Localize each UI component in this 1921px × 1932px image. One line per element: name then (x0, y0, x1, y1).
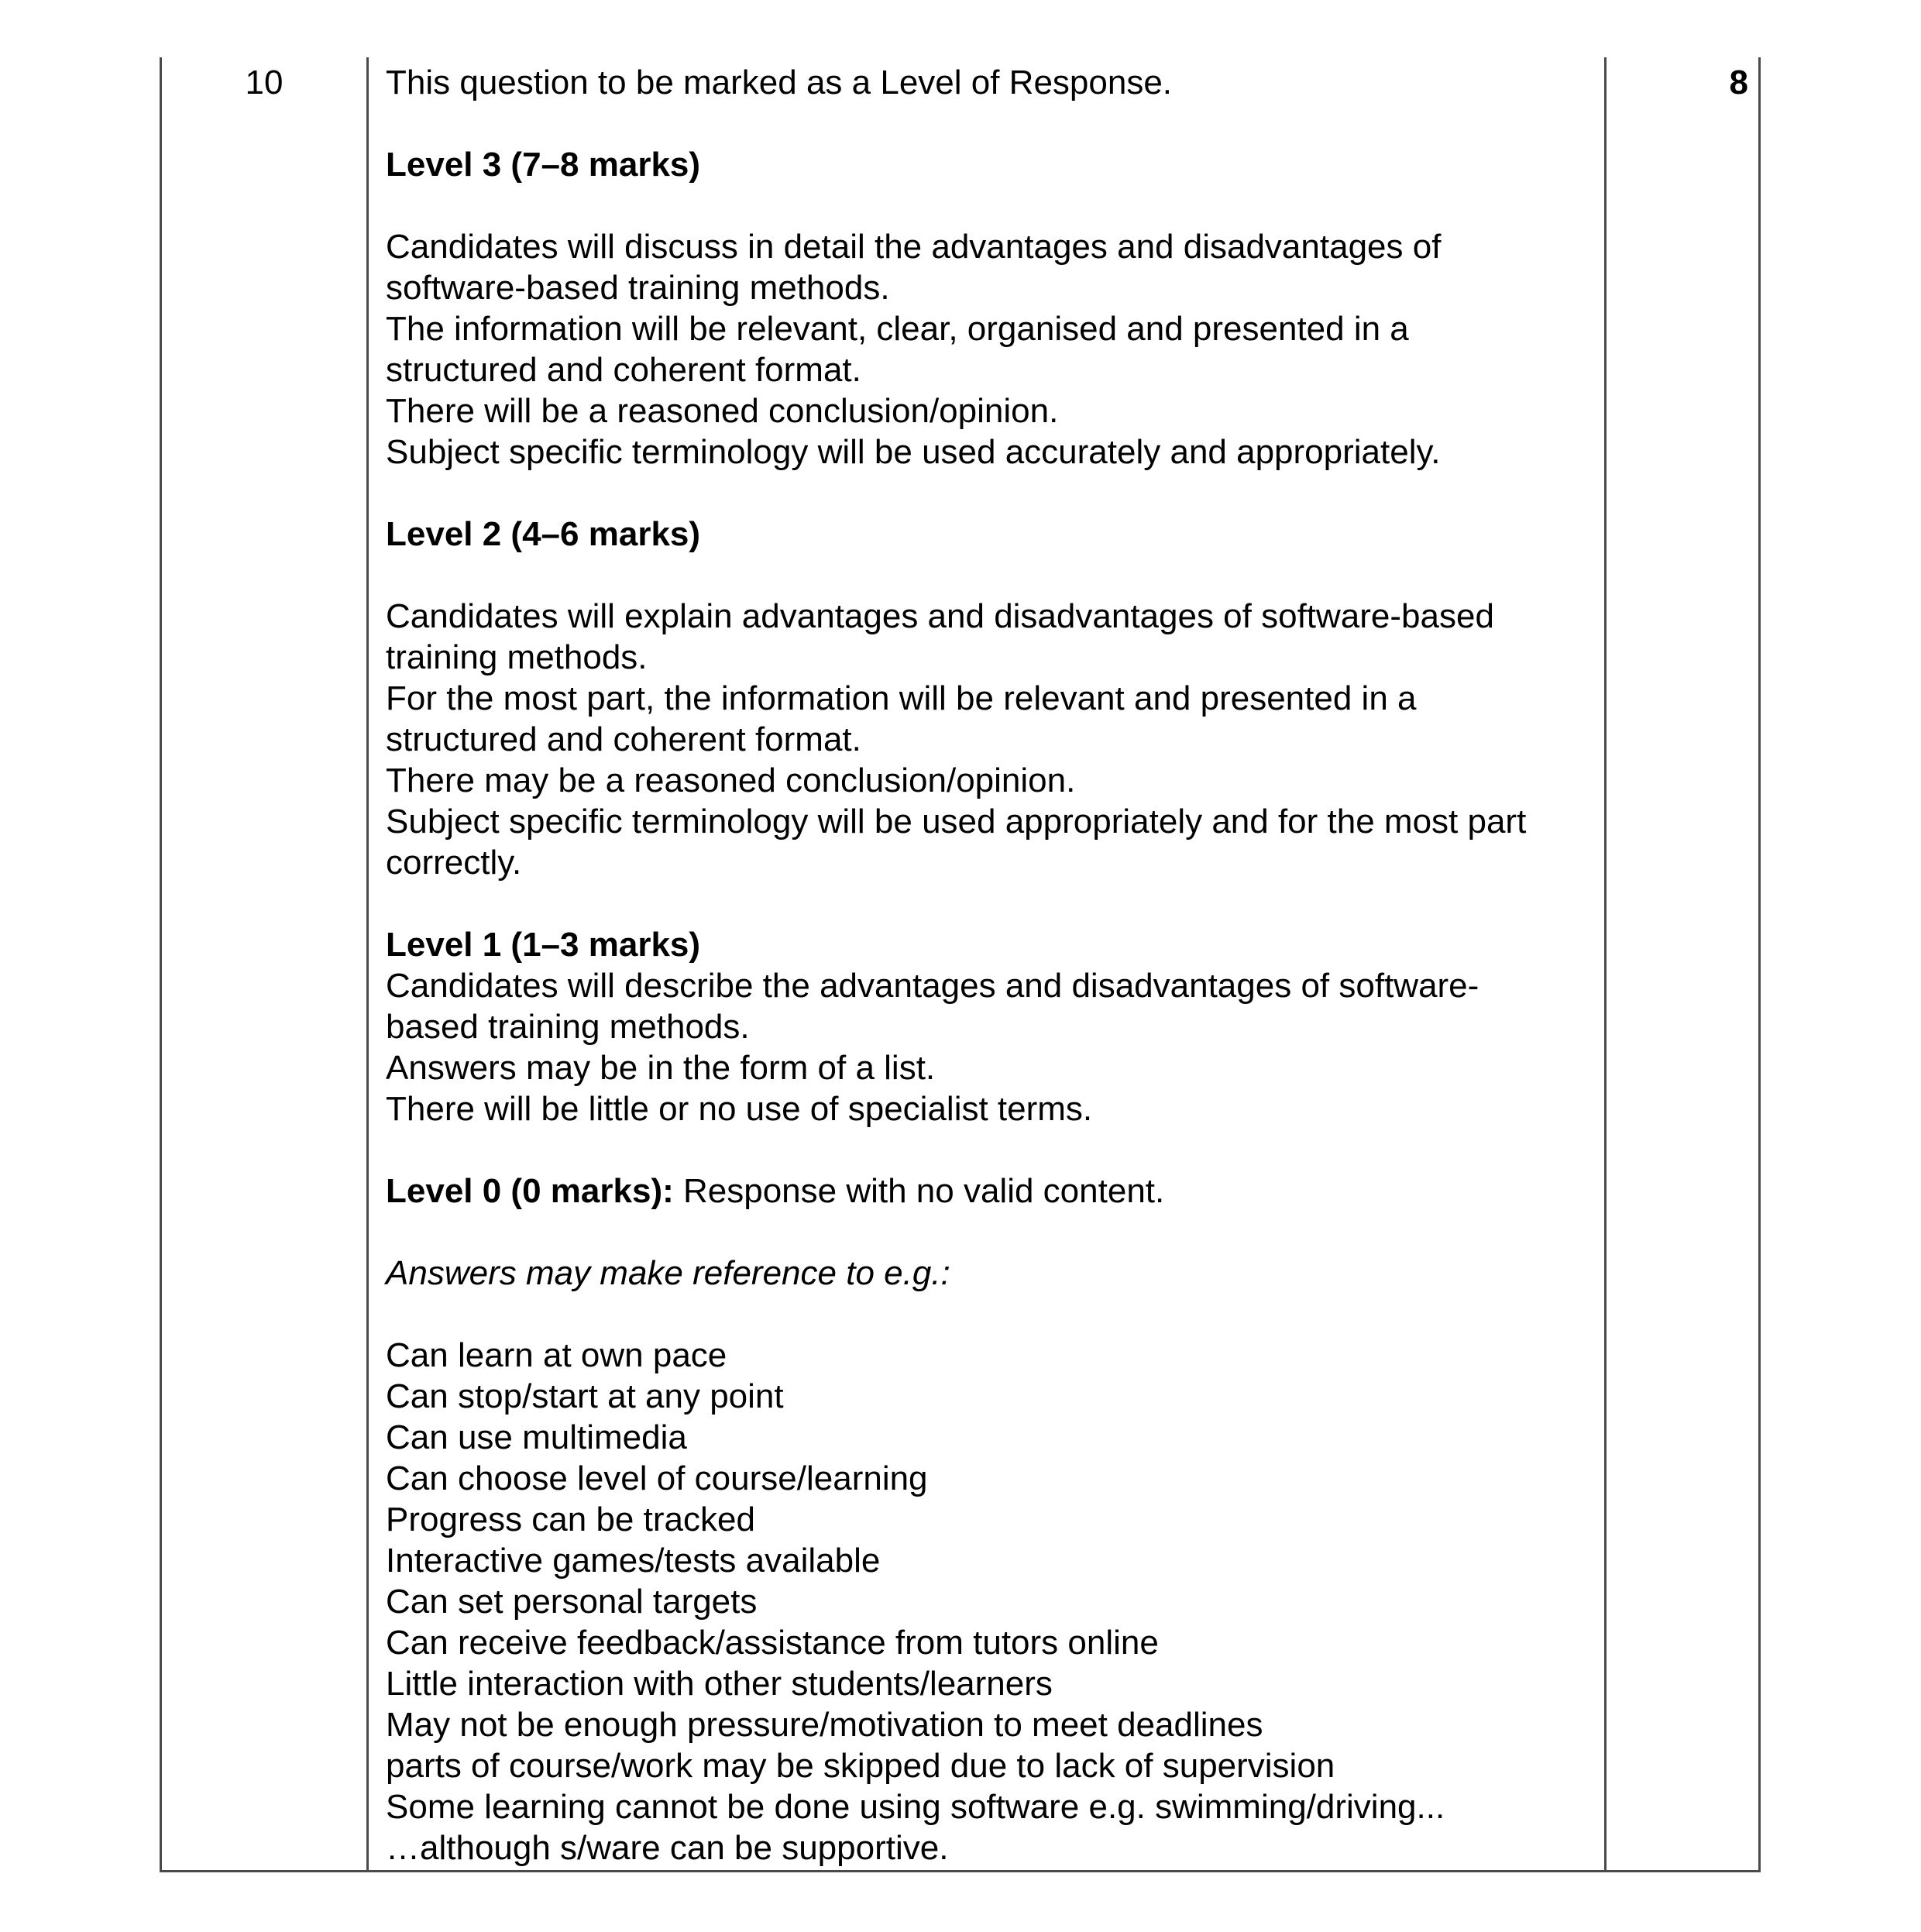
answer-point: Can stop/start at any point (386, 1377, 784, 1415)
level-2-heading: Level 2 (4–6 marks) (386, 515, 701, 553)
level-3-line: structured and coherent format. (386, 351, 861, 389)
answer-point: Can set personal targets (386, 1583, 758, 1621)
marking-guidance (386, 62, 1594, 1868)
question-number: 10 (245, 64, 284, 101)
answer-point: May not be enough pressure/motivation to meet deadlines (386, 1706, 1263, 1744)
level-3-line: software-based training methods. (386, 269, 890, 307)
level-3-heading: Level 3 (7–8 marks) (386, 146, 701, 184)
answer-point: …although s/ware can be supportive. (386, 1829, 949, 1867)
level-1-line: There will be little or no use of specialist terms. (386, 1090, 1093, 1128)
mark-scheme-table (160, 57, 1761, 1872)
level-1-line: based training methods. (386, 1008, 750, 1046)
level-2-line: training methods. (386, 638, 648, 676)
answer-point: Can choose level of course/learning (386, 1459, 928, 1497)
intro-text: This question to be marked as a Level of Response. (386, 64, 1173, 101)
level-3-line: The information will be relevant, clear, organised and presented in a (386, 310, 1409, 348)
level-0-heading: Level 0 (0 marks): (386, 1172, 674, 1210)
reference-intro: Answers may make reference to e.g.: (386, 1254, 950, 1292)
level-3-line: Subject specific terminology will be used accurately and appropriately. (386, 433, 1441, 471)
level-2-line: Subject specific terminology will be used appropriately and for the most part (386, 803, 1527, 841)
answer-point: Can receive feedback/assistance from tutors online (386, 1624, 1159, 1662)
level-2-line: Candidates will explain advantages and disadvantages of software-based (386, 597, 1494, 635)
level-2-line: correctly. (386, 844, 522, 882)
answer-point: Some learning cannot be done using software e.g. swimming/driving... (386, 1788, 1445, 1826)
answer-point: Interactive games/tests available (386, 1542, 881, 1580)
level-2-line: For the most part, the information will be relevant and presented in a (386, 679, 1417, 717)
level-3-line: Candidates will discuss in detail the advantages and disadvantages of (386, 228, 1442, 266)
marks-value: 8 (1729, 64, 1748, 101)
column-divider-2 (1604, 57, 1607, 1870)
answer-point: Can use multimedia (386, 1418, 687, 1456)
level-0-row (386, 1171, 1594, 1212)
answer-point: Progress can be tracked (386, 1501, 755, 1538)
answer-point: parts of course/work may be skipped due to lack of supervision (386, 1747, 1335, 1785)
level-1-line: Candidates will describe the advantages and disadvantages of software- (386, 967, 1479, 1005)
level-3-line: There will be a reasoned conclusion/opinion. (386, 392, 1059, 430)
level-2-line: structured and coherent format. (386, 720, 861, 758)
column-divider-1 (366, 57, 369, 1870)
answer-point: Little interaction with other students/learners (386, 1665, 1053, 1703)
level-2-line: There may be a reasoned conclusion/opinion. (386, 761, 1076, 799)
answer-point: Can learn at own pace (386, 1336, 727, 1374)
level-0-text: Response with no valid content. (673, 1172, 1165, 1210)
level-1-line: Answers may be in the form of a list. (386, 1049, 936, 1087)
level-1-heading: Level 1 (1–3 marks) (386, 926, 701, 964)
